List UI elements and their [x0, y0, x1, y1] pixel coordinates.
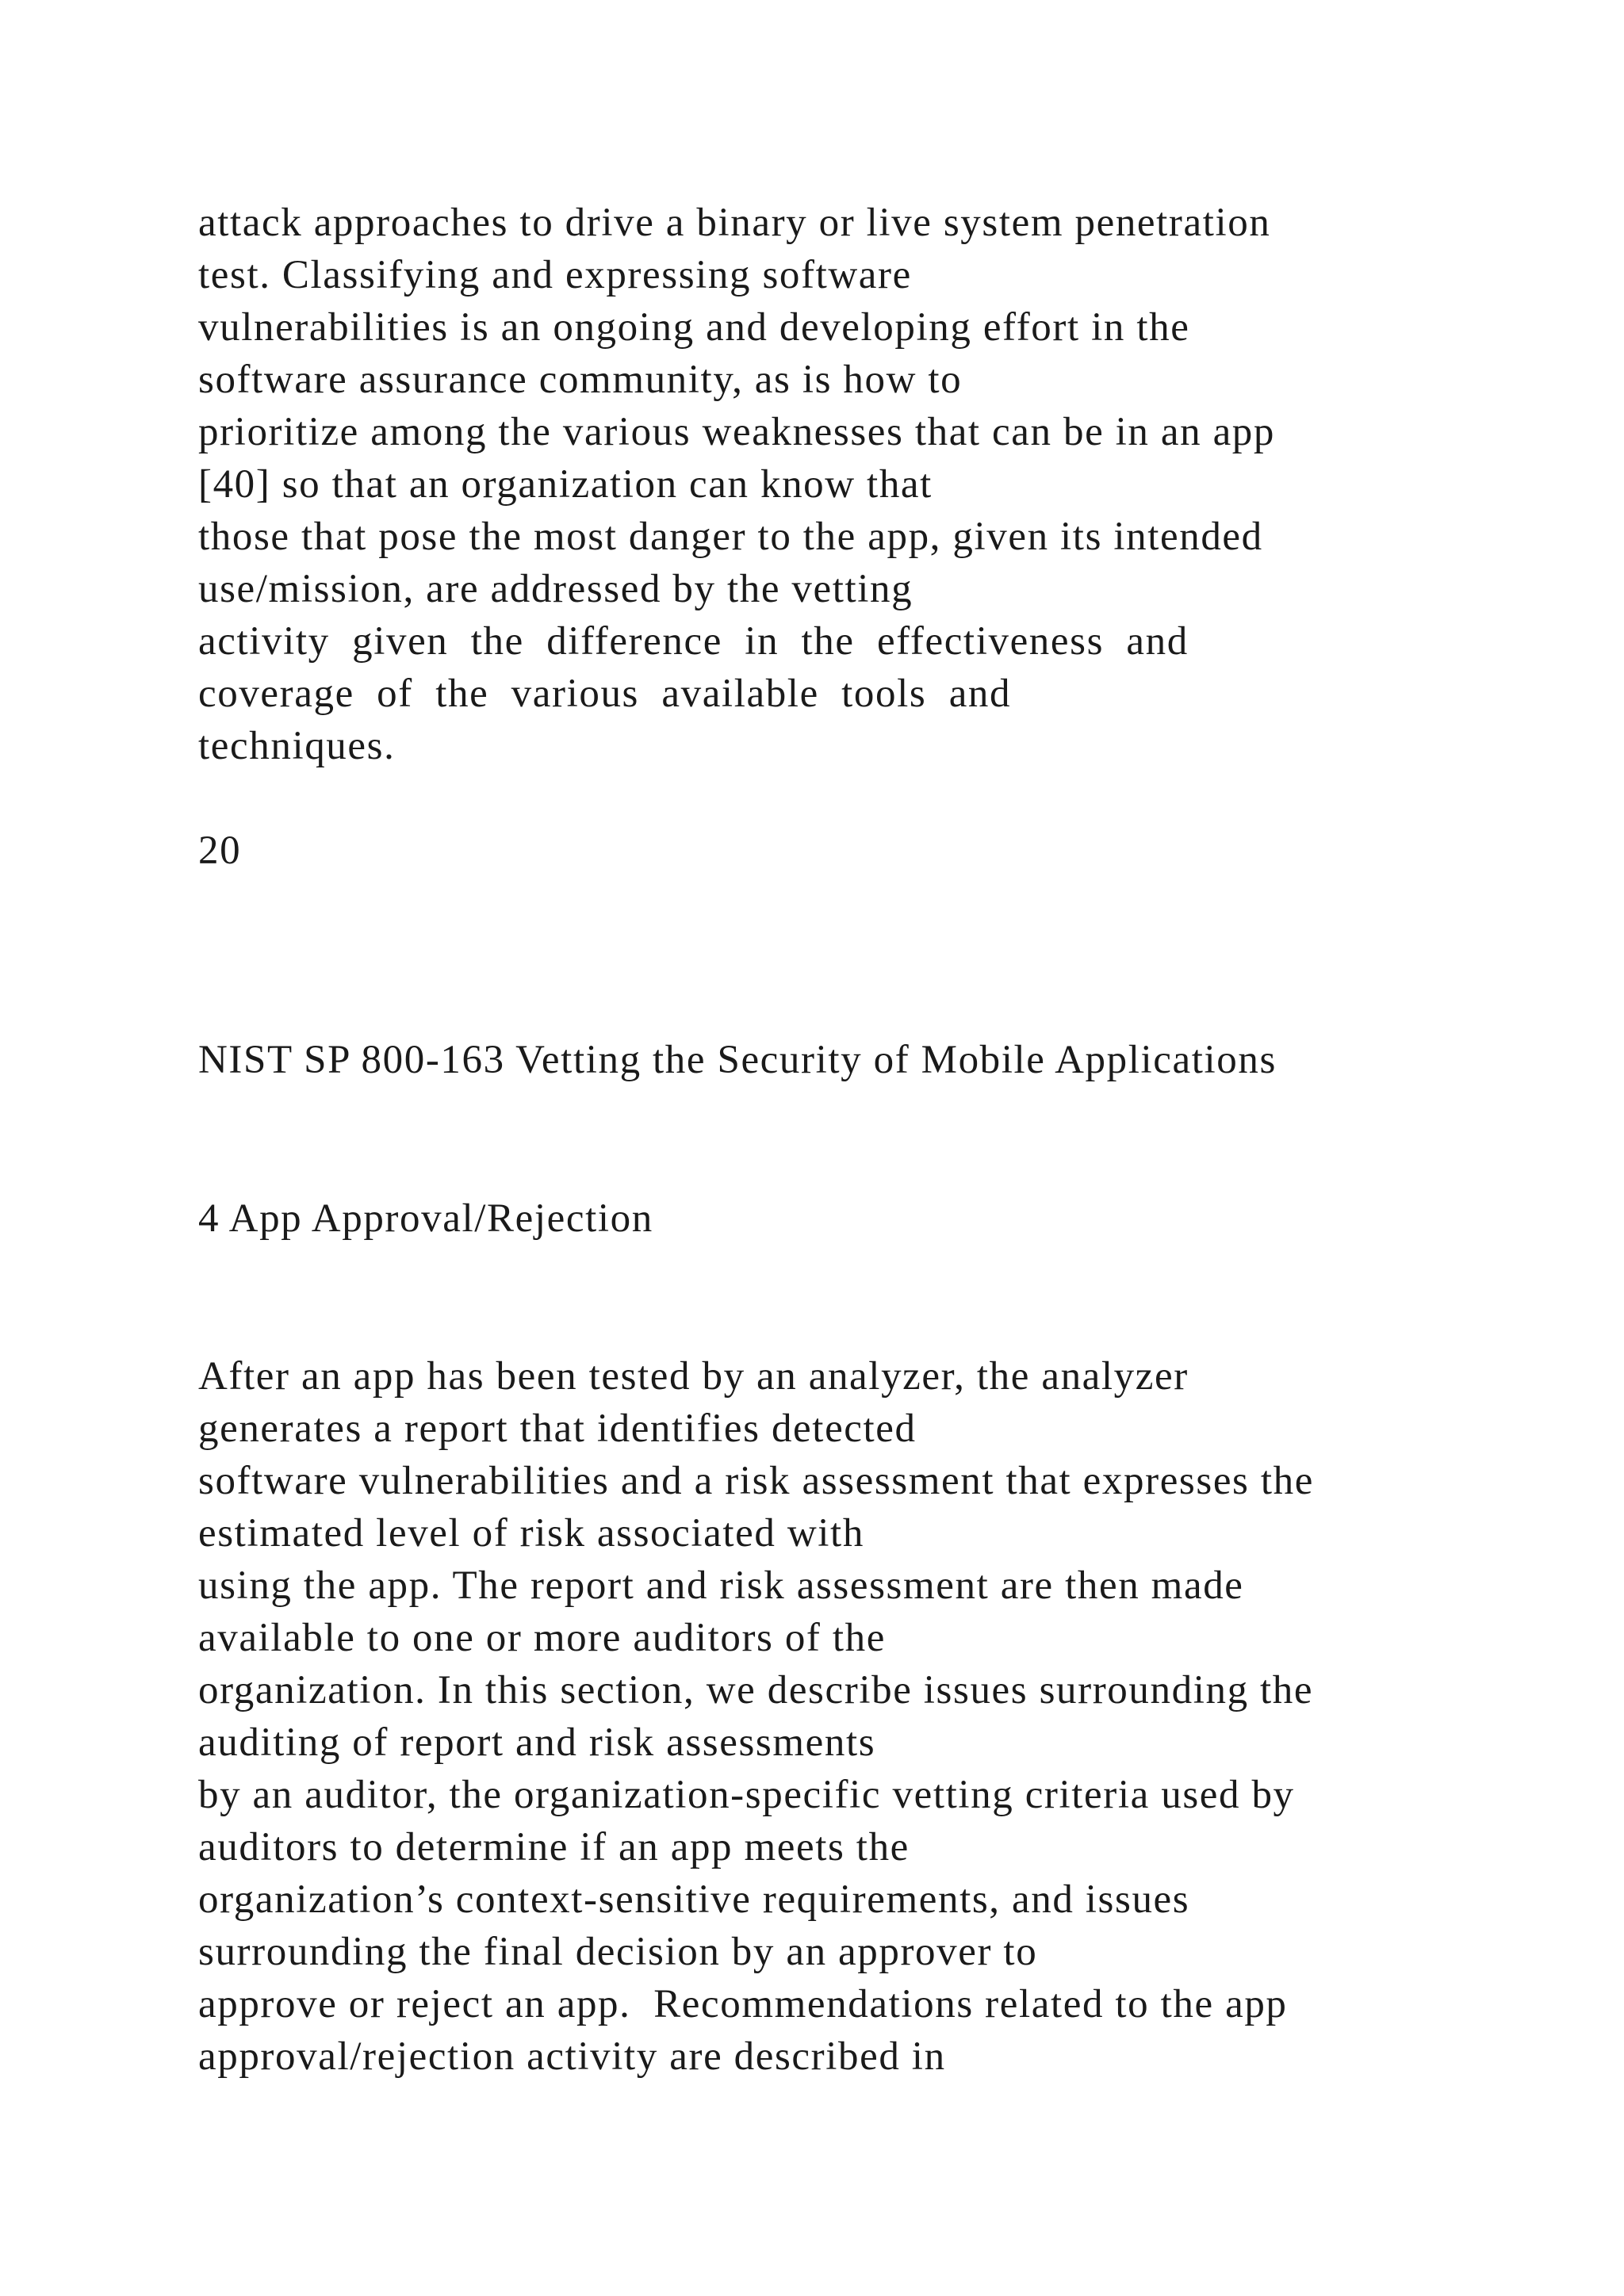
paragraph-1-line: attack approaches to drive a binary or live system penetration [198, 201, 1271, 245]
paragraph-2-line: organization’s context-sensitive requirements, and issues [198, 1877, 1190, 1922]
paragraph-2-line: estimated level of risk associated with [198, 1511, 864, 1556]
paragraph-1-line: test. Classifying and expressing software [198, 253, 912, 297]
paragraph-2-line: using the app. The report and risk assessment are then made [198, 1563, 1244, 1608]
paragraph-2-line: available to one or more auditors of the [198, 1616, 886, 1660]
paragraph-1-line: those that pose the most danger to the app, given its intended [198, 515, 1263, 559]
section-heading: 4 App Approval/Rejection [198, 1196, 653, 1241]
paragraph-2-line: by an auditor, the organization-specific vetting criteria used by [198, 1773, 1295, 1817]
paragraph-2-line: surrounding the final decision by an approver to [198, 1930, 1038, 1974]
paragraph-2-line: After an app has been tested by an analyzer, the analyzer [198, 1354, 1189, 1399]
paragraph-2-line: software vulnerabilities and a risk assessment that expresses the [198, 1459, 1314, 1503]
running-header: NIST SP 800-163 Vetting the Security of Mobile Applications [198, 1038, 1277, 1082]
paragraph-2-line: organization. In this section, we describe issues surrounding the [198, 1668, 1314, 1712]
paragraph-2-line: auditors to determine if an app meets the [198, 1825, 910, 1869]
paragraph-1-line: vulnerabilities is an ongoing and developing effort in the [198, 305, 1190, 350]
page-number: 20 [198, 828, 242, 873]
paragraph-1-line: prioritize among the various weaknesses that can be in an app [198, 410, 1276, 454]
paragraph-1-line: [40] so that an organization can know that [198, 462, 933, 507]
paragraph-2-line: approval/rejection activity are described in [198, 2034, 946, 2079]
paragraph-1-line: software assurance community, as is how to [198, 358, 963, 402]
paragraph-1-line: use/mission, are addressed by the vetting [198, 567, 914, 611]
paragraph-1-line: activity given the difference in the effectiveness and [198, 619, 1189, 664]
paragraph-1-line: coverage of the various available tools and [198, 672, 1012, 716]
paragraph-2-line: auditing of report and risk assessments [198, 1720, 876, 1765]
paragraph-2-line: approve or reject an app. Recommendations related to the app [198, 1982, 1288, 2026]
paragraph-2-line: generates a report that identifies detected [198, 1406, 917, 1451]
paragraph-1-line: techniques. [198, 724, 396, 768]
